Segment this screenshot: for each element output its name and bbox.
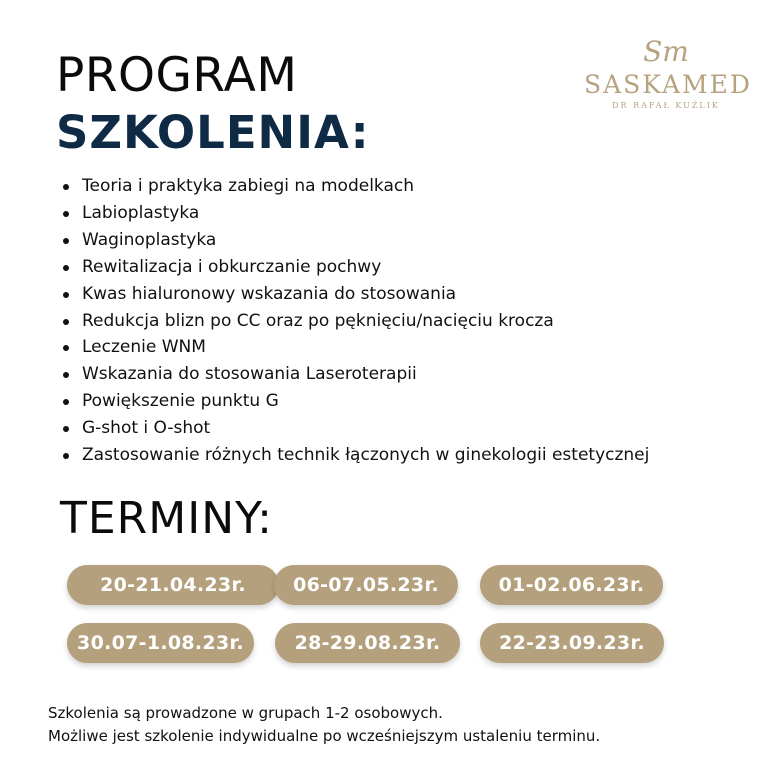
date-badge: 28-29.08.23r. xyxy=(275,623,460,663)
saskamed-logo xyxy=(584,35,752,120)
list-item: Wskazania do stosowania Laseroterapii xyxy=(58,361,758,388)
terminy-heading: TERMINY: xyxy=(60,493,273,544)
list-item: Labioplastyka xyxy=(58,200,758,227)
list-item: Powiększenie punktu G xyxy=(58,388,758,415)
list-item: Kwas hialuronowy wskazania do stosowania xyxy=(58,281,758,308)
list-item: Zastosowanie różnych technik łączonych w ginekologii estetycznej xyxy=(58,442,758,469)
date-badge: 22-23.09.23r. xyxy=(480,623,664,663)
list-item: Rewitalizacja i obkurczanie pochwy xyxy=(58,254,758,281)
dates-grid xyxy=(67,565,667,667)
list-item: Waginoplastyka xyxy=(58,227,758,254)
program-list xyxy=(58,173,758,469)
list-item: Leczenie WNM xyxy=(58,334,758,361)
footer-note xyxy=(48,702,748,748)
heading-program: PROGRAM xyxy=(56,48,298,103)
footer-line: Możliwe jest szkolenie indywidualne po wcześniejszym ustaleniu terminu. xyxy=(48,727,601,745)
logo-subtitle: DR RAFAŁ KUŹLIK xyxy=(612,101,720,110)
list-item: Teoria i praktyka zabiegi na modelkach xyxy=(58,173,758,200)
date-badge: 30.07-1.08.23r. xyxy=(67,623,254,663)
logo-brand: SASKAMED xyxy=(584,70,752,99)
logo-monogram: Sm xyxy=(643,35,689,68)
list-item: Redukcja blizn po CC oraz po pęknięciu/nacięciu krocza xyxy=(58,308,758,335)
date-badge: 01-02.06.23r. xyxy=(480,565,663,605)
heading-szkolenia: SZKOLENIA: xyxy=(56,106,370,159)
list-item: G-shot i O-shot xyxy=(58,415,758,442)
date-badge: 20-21.04.23r. xyxy=(67,565,279,605)
date-badge: 06-07.05.23r. xyxy=(274,565,458,605)
footer-line: Szkolenia są prowadzone w grupach 1-2 osobowych. xyxy=(48,704,443,722)
